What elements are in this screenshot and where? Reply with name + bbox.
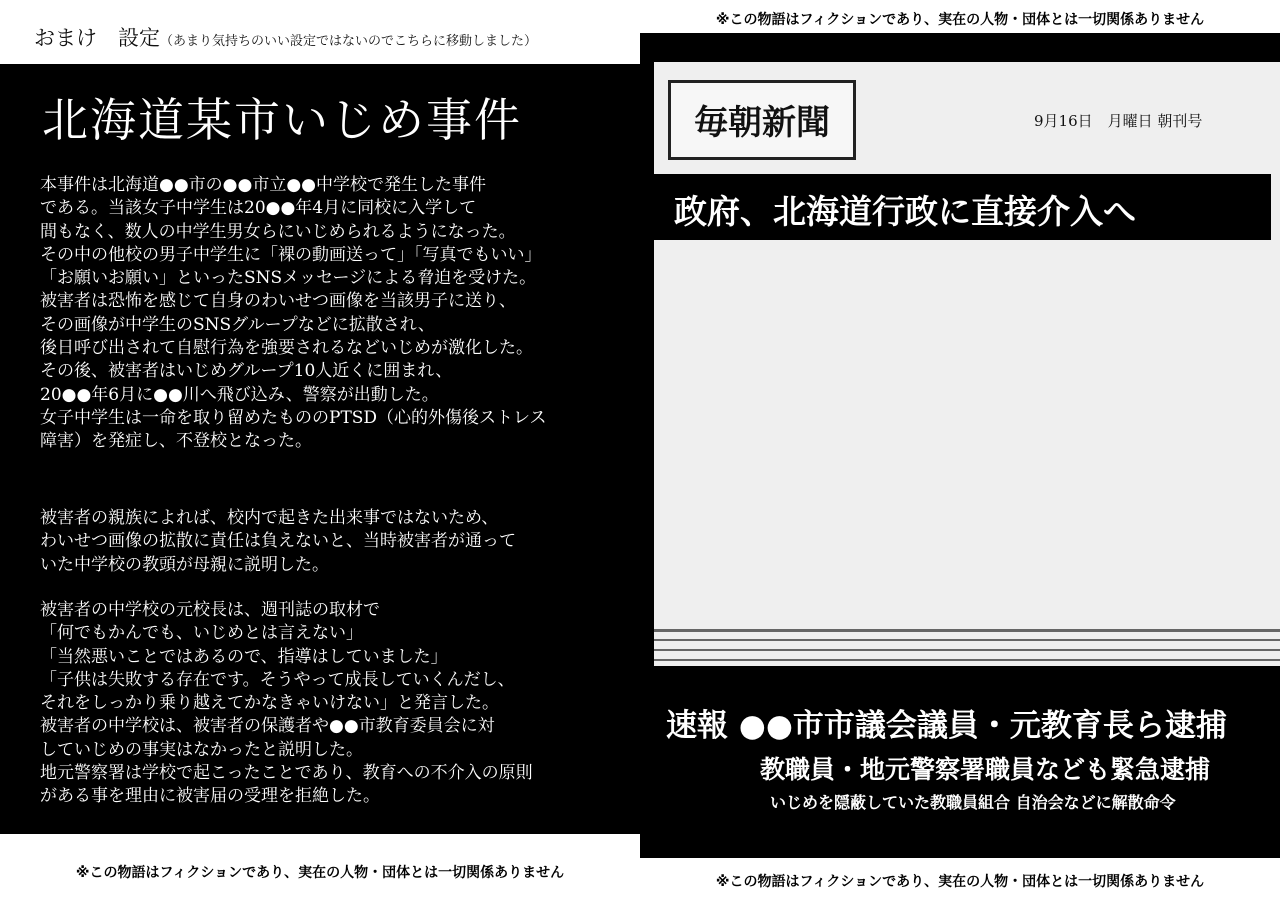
breaking-headline: 速報 ●●市市議会議員・元教育長ら逮捕 — [666, 708, 1227, 744]
paper-rule — [654, 629, 1280, 632]
newspaper-name: 毎朝新聞 — [694, 103, 830, 143]
incident-title: 北海道某市いじめ事件 — [42, 93, 522, 147]
breaking-subheadline: 教職員・地元警察署職員なども緊急逮捕 — [760, 755, 1211, 784]
bonus-settings-note: （あまり気持ちのいい設定ではないのでこちらに移動しました） — [160, 34, 538, 49]
newspaper-headline — [654, 174, 1271, 240]
right-top-band — [640, 0, 1280, 33]
left-footer — [0, 834, 640, 901]
breaking-news — [640, 680, 1280, 860]
newspaper-dateline: 9月16日 月曜日 朝刊号 — [1034, 112, 1203, 130]
newspaper-clipping — [654, 62, 1280, 666]
principal-statement: 被害者の中学校の元校長は、週刊誌の取材で 「何でもかんでも、いじめとは言えない」 「当然悪いことではあるので、指導はしていました」 「子供は失敗する存在です。そうやって成長していくんだし、 それをしっかり乗り越えてかなきゃいけない」と発言した。 被害者の中学校は、被害者の保護者や●●市教育委員会に対 していじめの事実はなかったと説明した。 地元警察署は学校で起こったことであり、教育への不介入の原則 がある事を理由に被害届の受理を拒絶した。 — [40, 600, 533, 807]
headline-text: 政府、北海道行政に直接介入へ — [674, 192, 1136, 231]
newspaper-masthead — [668, 80, 856, 160]
bonus-settings-heading: おまけ 設定（あまり気持ちのいい設定ではないのでこちらに移動しました） — [34, 26, 538, 50]
right-page — [640, 0, 1280, 901]
paper-rule — [654, 659, 1280, 661]
relatives-statement: 被害者の親族によれば、校内で起きた出来事ではないため、 わいせつ画像の拡散に責任は負えないと、当時被害者が通って いた中学校の教頭が母親に説明した。 — [40, 508, 516, 575]
left-header — [0, 0, 640, 64]
incident-panel — [0, 64, 640, 834]
fiction-disclaimer-top: ※この物語はフィクションであり、実在の人物・団体とは一切関係ありません — [715, 12, 1205, 28]
paper-rule — [654, 639, 1280, 641]
fiction-disclaimer-bottom: ※この物語はフィクションであり、実在の人物・団体とは一切関係ありません — [715, 874, 1205, 890]
fiction-disclaimer: ※この物語はフィクションであり、実在の人物・団体とは一切関係ありません — [75, 865, 565, 881]
breaking-detail: いじめを隠蔽していた教職員組合 自治会などに解散命令 — [770, 793, 1176, 812]
paper-rule — [654, 649, 1280, 651]
right-footer — [640, 858, 1280, 901]
incident-summary: 本事件は北海道●●市の●●市立●●中学校で発生した事件 である。当該女子中学生は20●●年4月に同校に入学して 間もなく、数人の中学生男女らにいじめられるようになった。 その中の他校の男子中学生に「裸の動画送って」「写真でもいい」 「お願いお願い」といったSNSメッセージによる脅迫を受けた。 被害者は恐怖を感じて自身のわいせつ画像を当該男子に送り、 その画像が中学生のSNSグループなどに拡散され、 後日呼び出されて自慰行為を強要されるなどいじめが激化した。 その後、被害者はいじめグループ10人近くに囲まれ、 20●●年6月に●●川へ飛び込み、警察が出動した。 女子中学生は一命を取り留めたもののPTSD（心的外傷後ストレス 障害）を発症し、不登校となった。 — [40, 175, 547, 452]
